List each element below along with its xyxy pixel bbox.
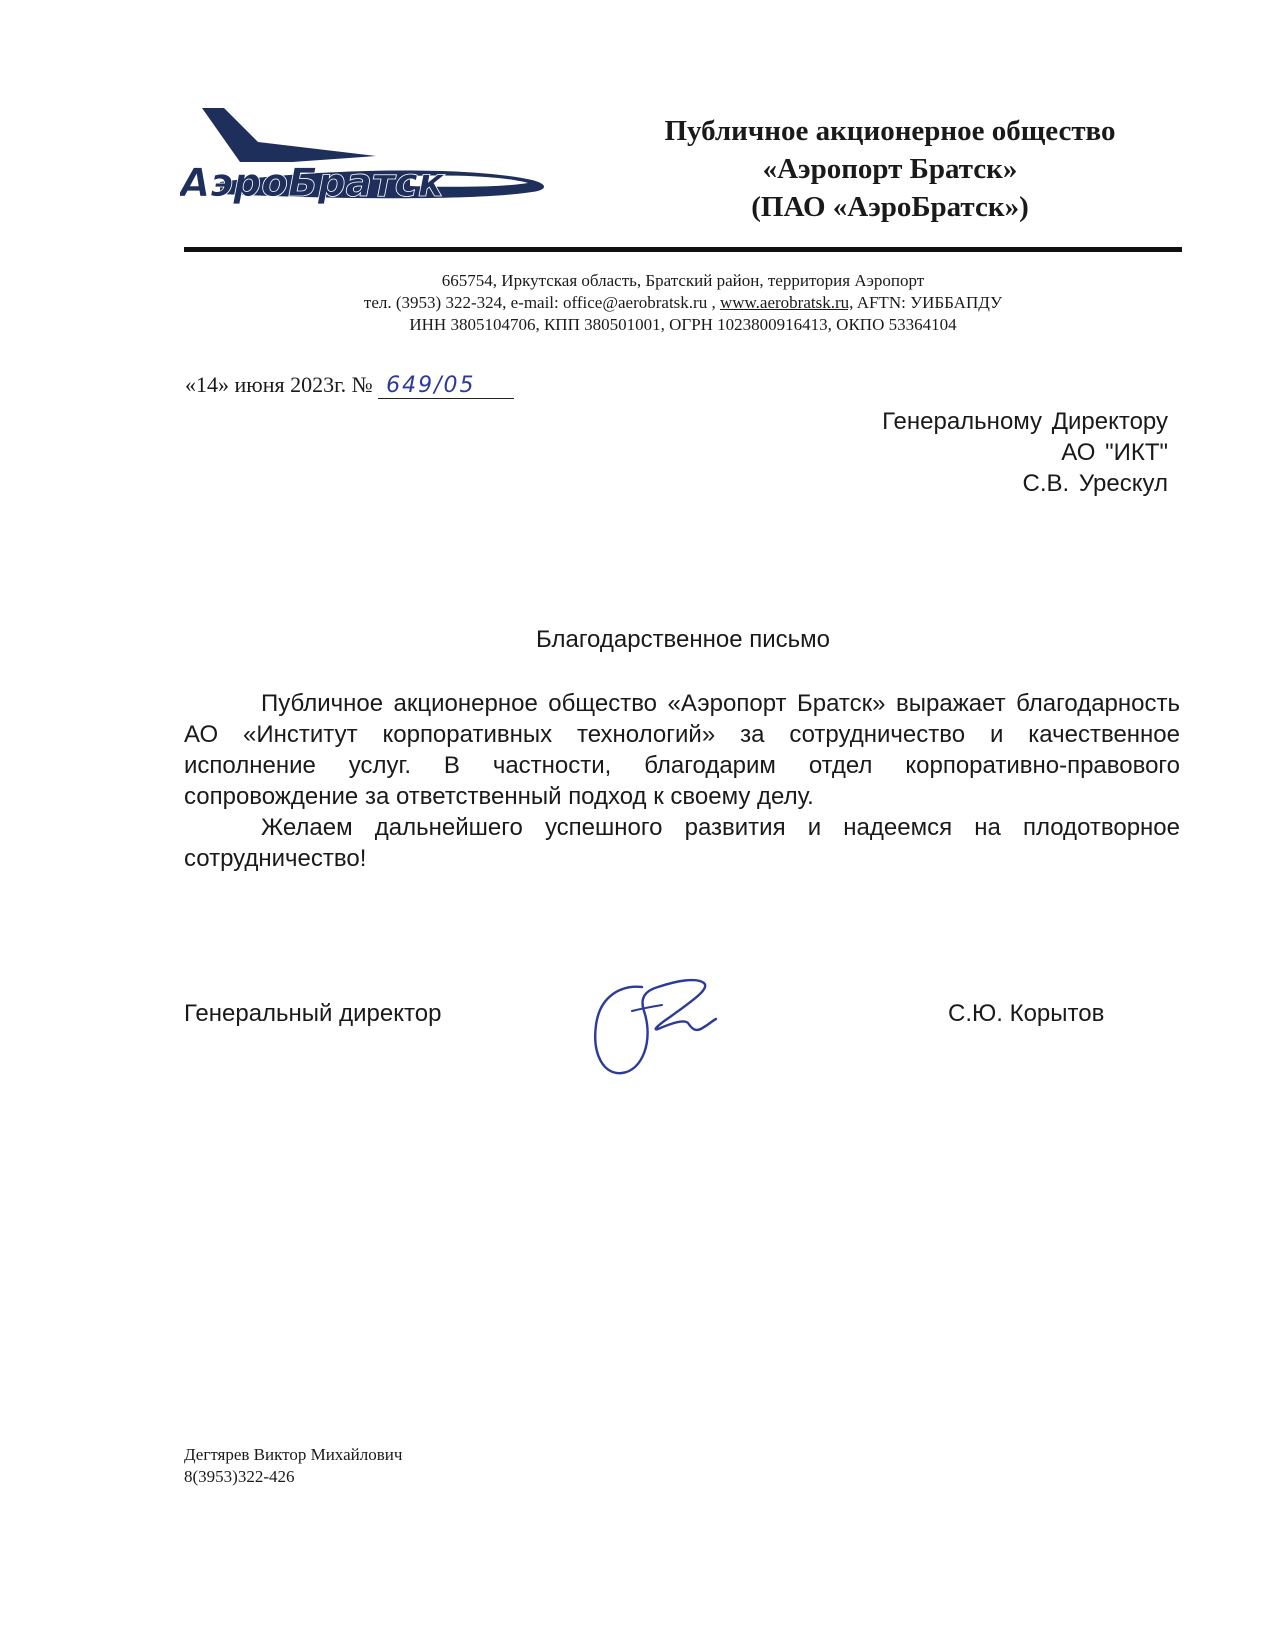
company-logo xyxy=(180,108,560,208)
letter-title: Благодарственное письмо xyxy=(535,626,831,653)
aftn-text: AFTN: УИББАПДУ xyxy=(856,293,1003,312)
website-link[interactable]: www.aerobratsk.ru, xyxy=(719,293,854,312)
contact-line xyxy=(184,292,1182,314)
handwritten-signature xyxy=(592,975,732,1085)
org-line-3: (ПАО «АэроБратск») xyxy=(751,191,1029,223)
document-number: 649/05 xyxy=(378,373,514,399)
body-paragraph: Публичное акционерное общество «Аэропорт Братск» выражает благодарность АО «Институт корпоративных технологий» за сотрудничество и качественное исполнение услуг. В частности, благодарим отдел корпоративно-правового сопровождение за ответственный подход к своему делу. xyxy=(184,690,1180,810)
org-line-2: «Аэропорт Братск» xyxy=(762,153,1018,185)
plane-tail-logo-icon xyxy=(180,108,560,208)
body-paragraph: Желаем дальнейшего успешного развития и надеемся на плодотворное сотрудничество! xyxy=(184,814,1180,872)
registry-line: ИНН 3805104706, КПП 380501001, ОГРН 1023800916413, ОКПО 53364104 xyxy=(409,315,957,334)
date-line xyxy=(185,372,514,399)
letter-date: «14» июня 2023г. № xyxy=(185,372,373,397)
organization-name xyxy=(600,112,1180,226)
signatory-name: С.Ю. Корытов xyxy=(948,1000,1105,1027)
recipient-name: С.В. Урескул xyxy=(1022,470,1168,497)
executor-phone: 8(3953)322-426 xyxy=(184,1467,295,1486)
recipient-block xyxy=(882,406,1168,499)
letter-body xyxy=(184,688,1180,874)
recipient-position: Генеральному Директору xyxy=(882,408,1168,435)
executor-info xyxy=(184,1444,402,1488)
phone-email-text: тел. (3953) 322-324, e-mail: office@aerobratsk.ru , xyxy=(363,293,716,312)
org-line-1: Публичное акционерное общество xyxy=(664,115,1116,147)
recipient-company: АО "ИКТ" xyxy=(1061,439,1168,466)
executor-name: Дегтярев Виктор Михайлович xyxy=(184,1445,403,1464)
logo-text: АэроБратск xyxy=(180,161,445,206)
signature-icon xyxy=(592,975,732,1085)
header-divider xyxy=(184,247,1182,252)
signatory-role: Генеральный директор xyxy=(184,1000,442,1027)
contact-details xyxy=(184,270,1182,336)
address-line: 665754, Иркутская область, Братский район, территория Аэропорт xyxy=(441,271,925,290)
